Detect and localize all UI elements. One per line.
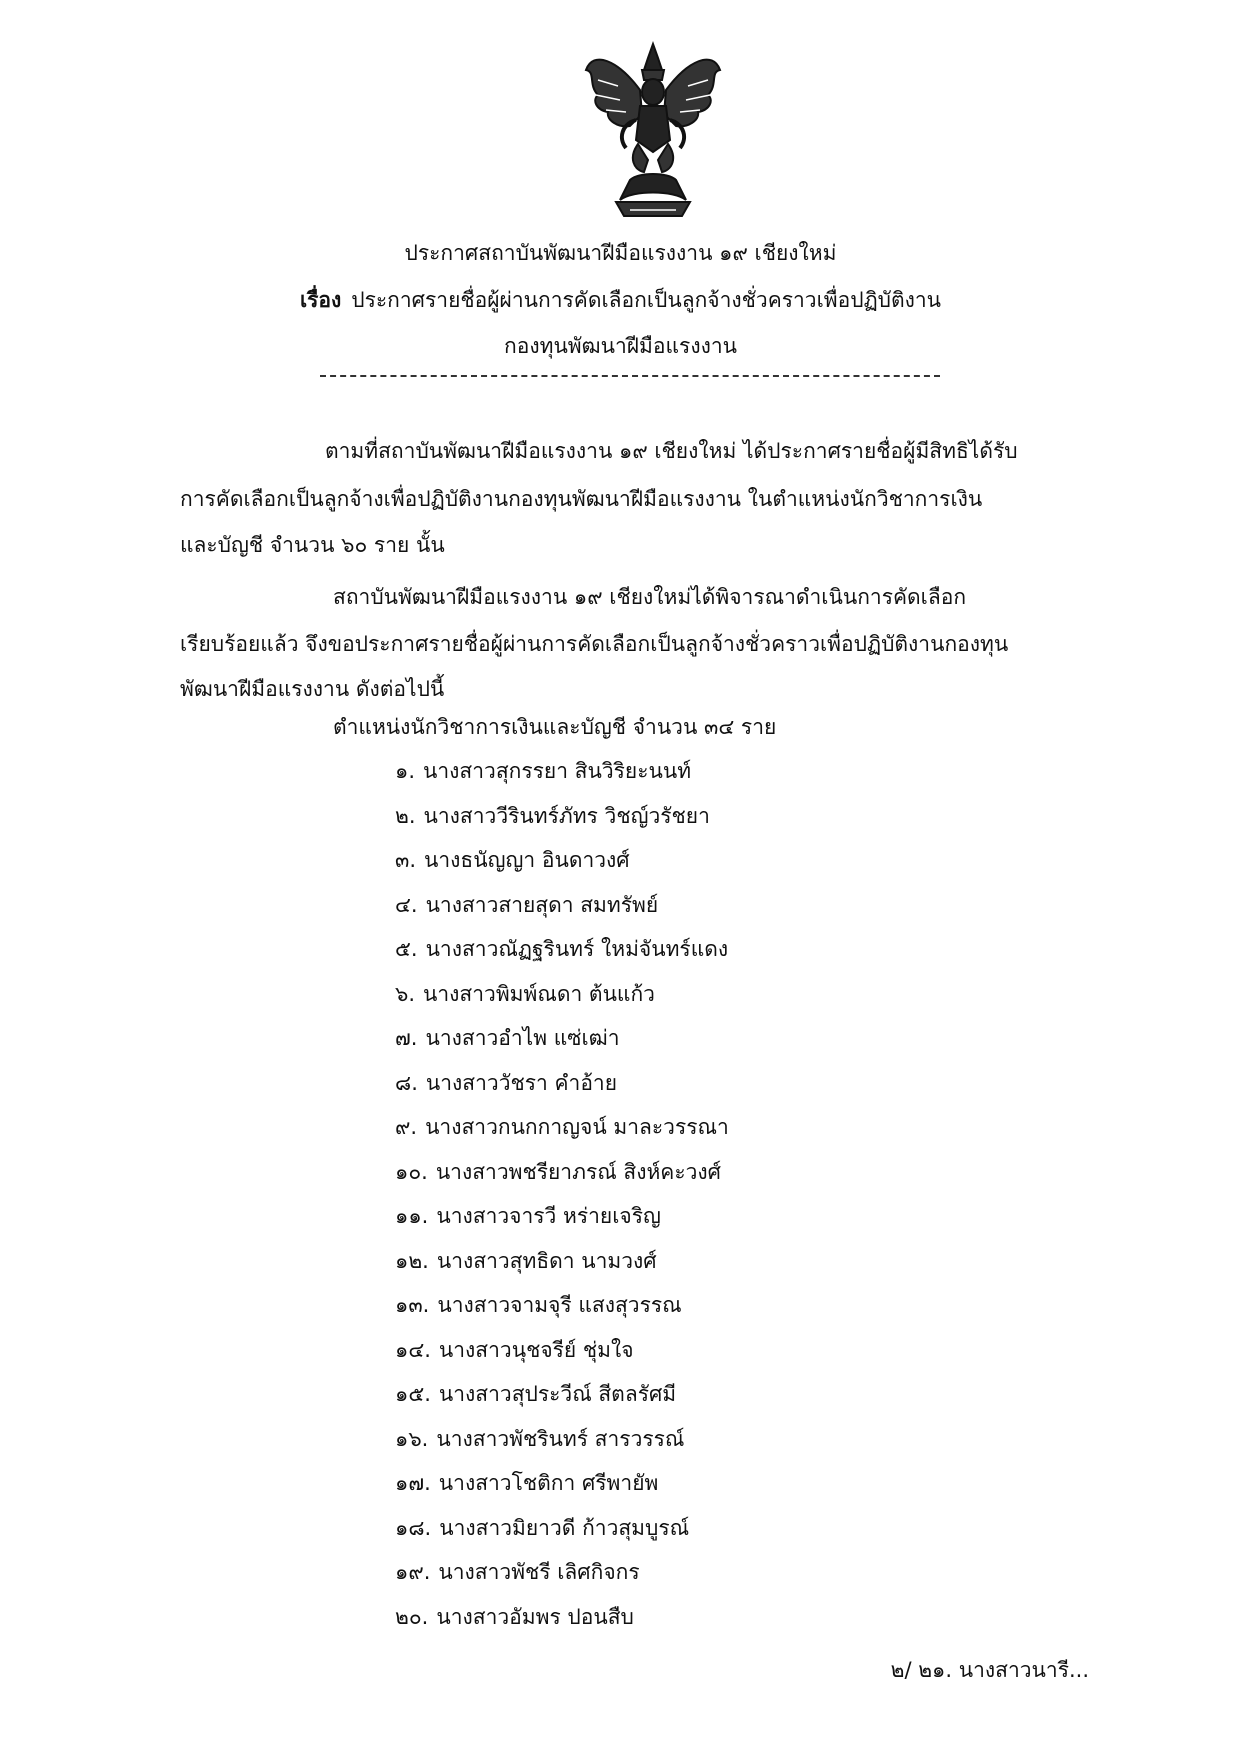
candidate-name: นางสาววีรินทร์ภัทร วิชญ์วรัชยา xyxy=(423,803,710,828)
item-number: ๑๓. xyxy=(395,1293,430,1317)
list-item xyxy=(395,1379,729,1424)
list-item xyxy=(395,1246,729,1291)
continuation-note: ๒/ ๒๑. นางสาวนารี... xyxy=(890,1658,1089,1682)
candidate-name: นางสาวจามจุรี แสงสุวรรณ xyxy=(437,1293,682,1317)
candidate-name: นางสาวสายสุดา สมทรัพย์ xyxy=(425,892,659,917)
candidate-name: นางสาวพัชรี เลิศกิจกร xyxy=(438,1560,640,1584)
paragraph-1-line: การคัดเลือกเป็นลูกจ้างเพื่อปฏิบัติงานกองทุนพัฒนาฝีมือแรงงาน ในตำแหน่งนักวิชาการเงิน xyxy=(180,487,983,511)
candidate-name: นางสาวนุชจรีย์ ชุ่มใจ xyxy=(438,1337,634,1362)
list-item xyxy=(395,934,729,979)
list-item xyxy=(395,1290,729,1335)
item-number: ๘. xyxy=(395,1070,418,1095)
paragraph-2-line: สถาบันพัฒนาฝีมือแรงงาน ๑๙ เชียงใหม่ได้พิจารณาดำเนินการคัดเลือก xyxy=(333,585,967,609)
item-number: ๔. xyxy=(395,892,418,917)
list-item xyxy=(395,801,729,846)
item-number: ๕. xyxy=(395,937,418,961)
subject-line xyxy=(0,285,1241,315)
candidate-name: นางสาวณัฏฐรินทร์ ใหม่จันทร์แดง xyxy=(425,937,729,961)
candidate-name: นางสาวสุประวีณ์ สีตลรัศมี xyxy=(438,1382,677,1406)
item-number: ๒๐. xyxy=(395,1604,429,1629)
subject-label: เรื่อง xyxy=(299,288,342,312)
paragraph-1-line: และบัญชี จำนวน ๖๐ ราย นั้น xyxy=(180,533,445,557)
list-item xyxy=(395,1201,729,1246)
candidate-name: นางสาววัชรา คำอ้าย xyxy=(425,1070,618,1095)
announcement-title: ประกาศสถาบันพัฒนาฝีมือแรงงาน ๑๙ เชียงใหม่ xyxy=(404,241,837,265)
list-item xyxy=(395,1602,729,1647)
candidate-name: นางสาวพัชรินทร์ สารวรรณ์ xyxy=(436,1426,685,1451)
subject-line-2: กองทุนพัฒนาฝีมือแรงงาน xyxy=(504,334,737,358)
list-item xyxy=(395,1557,729,1602)
candidate-name: นางสาวสุทธิดา นามวงศ์ xyxy=(436,1248,657,1273)
item-number: ๑๙. xyxy=(395,1560,431,1584)
item-number: ๑๘. xyxy=(395,1515,432,1540)
candidate-name: นางสาวกนกกาญจน์ มาละวรรณา xyxy=(425,1115,729,1139)
item-number: ๑๑. xyxy=(395,1204,429,1228)
list-item xyxy=(395,1112,729,1157)
candidate-name: นางสาวพชรียาภรณ์ สิงห์คะวงศ์ xyxy=(435,1159,721,1184)
garuda-emblem-icon xyxy=(578,40,728,225)
paragraph-2-line: เรียบร้อยแล้ว จึงขอประกาศรายชื่อผู้ผ่านการคัดเลือกเป็นลูกจ้างชั่วคราวเพื่อปฏิบัติงานกองทุน xyxy=(180,632,1009,656)
candidate-name: นางสาวอำไพ แซ่เฒ่า xyxy=(425,1026,620,1050)
list-item xyxy=(395,1157,729,1202)
item-number: ๙. xyxy=(395,1115,418,1139)
item-number: ๑. xyxy=(395,759,416,783)
list-item xyxy=(395,1468,729,1513)
list-item xyxy=(395,845,729,890)
item-number: ๑๗. xyxy=(395,1471,431,1495)
candidate-name: นางสาวอัมพร ปอนสืบ xyxy=(436,1604,634,1629)
candidate-name: นางสาวสุกรรยา สินวิริยะนนท์ xyxy=(423,759,692,783)
item-number: ๑๔. xyxy=(395,1337,431,1362)
candidate-name: นางสาวจารวี หร่ายเจริญ xyxy=(436,1204,661,1228)
list-item xyxy=(395,1513,729,1558)
position-heading: ตำแหน่งนักวิชาการเงินและบัญชี จำนวน ๓๔ ราย xyxy=(333,715,777,739)
list-item xyxy=(395,979,729,1024)
item-number: ๒. xyxy=(395,803,416,828)
item-number: ๑๐. xyxy=(395,1159,428,1184)
item-number: ๓. xyxy=(395,848,417,872)
list-item xyxy=(395,1023,729,1068)
list-item xyxy=(395,1068,729,1113)
list-item xyxy=(395,1335,729,1380)
paragraph-1-line: ตามที่สถาบันพัฒนาฝีมือแรงงาน ๑๙ เชียงใหม่ ได้ประกาศรายชื่อผู้มีสิทธิได้รับ xyxy=(325,439,1018,463)
candidate-name: นางสาวโชติกา ศรีพายัพ xyxy=(438,1471,659,1495)
candidate-list xyxy=(395,756,729,1646)
item-number: ๑๒. xyxy=(395,1248,429,1273)
list-item xyxy=(395,756,729,801)
item-number: ๑๕. xyxy=(395,1382,431,1406)
candidate-name: นางสาวพิมพ์ณดา ต้นแก้ว xyxy=(423,981,655,1006)
dashed-separator xyxy=(320,375,940,377)
subject-text: ประกาศรายชื่อผู้ผ่านการคัดเลือกเป็นลูกจ้างชั่วคราวเพื่อปฏิบัติงาน xyxy=(351,288,942,312)
list-item xyxy=(395,1424,729,1469)
paragraph-2-line: พัฒนาฝีมือแรงงาน ดังต่อไปนี้ xyxy=(180,677,445,701)
item-number: ๑๖. xyxy=(395,1426,429,1451)
item-number: ๖. xyxy=(395,981,416,1006)
item-number: ๗. xyxy=(395,1026,418,1050)
candidate-name: นางธนัญญา อินดาวงศ์ xyxy=(424,848,630,872)
list-item xyxy=(395,890,729,935)
candidate-name: นางสาวมิยาวดี ก้าวสุมบูรณ์ xyxy=(439,1515,690,1540)
